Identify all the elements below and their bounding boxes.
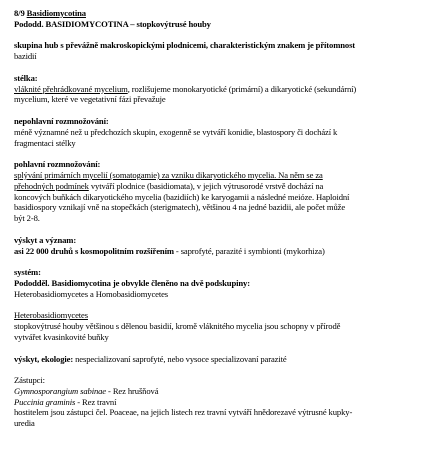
species-latin-name: Puccinia graminis xyxy=(14,396,76,407)
vyskyt-line1 xyxy=(14,246,420,257)
pohlavni-line3: koncových buňkách dikaryotického mycelia (bazidiích) ke karyogamii a následné meióze. Haploidní xyxy=(14,191,350,202)
stelka-line1 xyxy=(14,84,420,95)
stelka-mycelium-link[interactable]: vláknité přehrádkované mycelium xyxy=(14,83,128,94)
pohlavni-line2-link[interactable]: přehodných podmínek xyxy=(14,180,89,191)
section-title-link[interactable]: Basidiomycotina xyxy=(26,8,86,18)
vyskyt-species-count: asi 22 000 druhů s kosmopolitním rozšířením xyxy=(14,245,174,256)
species-common-name: - Rez hrušňová xyxy=(106,385,159,396)
system-line2: Heterobasidiomycetes a Homobasidiomycetes xyxy=(14,288,169,299)
pohlavni-line2 xyxy=(14,181,420,192)
intro-paragraph xyxy=(14,40,420,51)
ekologie-line xyxy=(14,354,420,365)
system-heading: systém: xyxy=(14,267,41,278)
nepohlavni-heading: nepohlavní rozmnožování: xyxy=(14,115,109,126)
system-line1: Pododděl. Basidiomycotina je obvykle členěno na dvě podskupiny: xyxy=(14,277,250,288)
zastupci-note-line2: uredia xyxy=(14,418,35,429)
stelka-line2: mycelium, které ve vegetativní fázi převažuje xyxy=(14,94,166,105)
nepohlavni-line1: méně významné než u předchozích skupin, exogenně se vytváří konidie, blastospory či dochází k xyxy=(14,126,338,137)
section-subtitle: Pododd. BASIDIOMYCOTINA – stopkovýtrusé houby xyxy=(14,18,211,29)
zastupci-label: Zástupci: xyxy=(14,375,45,386)
hetero-line2: vytvářet kvasinkovité buňky xyxy=(14,331,109,342)
stelka-heading: stélka: xyxy=(14,72,38,83)
pohlavni-heading: pohlavní rozmnožování: xyxy=(14,159,101,170)
zastupci-item xyxy=(14,386,420,397)
pohlavni-line1-link[interactable]: splývání primárních mycelií (somatogamie) za vzniku dikaryotického mycelia. Na něm se za xyxy=(14,169,323,180)
hetero-line1: stopkovýtrusé houby většinou s dělenou basidií, kromě vláknitého mycelia jsou schopny v přírodě xyxy=(14,321,341,332)
species-common-name: - Rez travní xyxy=(75,396,117,407)
nepohlavni-line2: fragmentaci stélky xyxy=(14,137,76,148)
pohlavni-line2-rest: vytváří plodnice (basidiomata), v jejich výtrusorodé vrstvě dochází na xyxy=(88,180,324,191)
vyskyt-heading: výskyt a význam: xyxy=(14,234,77,245)
zastupci-note-line1: hostitelem jsou zástupci čel. Poaceae, na jejich listech rez travní vytváří hnědorezavé výtrusné kupky- xyxy=(14,407,353,418)
ekologie-heading: výskyt, ekologie: xyxy=(14,353,74,364)
intro-text-line2: bazidií xyxy=(14,51,37,62)
species-latin-name: Gymnosporangium sabinae xyxy=(14,385,107,396)
vyskyt-line1-rest: - saprofyté, parazité i symbionti (mykorhiza) xyxy=(173,245,325,256)
section-heading xyxy=(14,8,420,19)
pohlavni-line5: být 2-8. xyxy=(14,213,40,224)
stelka-line1-rest: , rozlišujeme monokaryotické (primární) a dikaryotické (sekundární) xyxy=(127,83,357,94)
hetero-heading-link[interactable]: Heterobasidiomycetes xyxy=(14,310,88,321)
intro-text-line1: skupina hub s převážně makroskopickými plodnicemi, charakteristickým znakem je přítomnost xyxy=(14,40,356,51)
pohlavni-line4: basidiospory vznikají vně na stopečkách (sterigmatech), většinou 4 na jedné bazidii, ale počet může xyxy=(14,202,346,213)
zastupci-item xyxy=(14,397,420,408)
ekologie-text: nespecializovaní saprofyté, nebo vysoce specializovaní parazité xyxy=(73,353,287,364)
section-number: 8/9 xyxy=(14,8,27,18)
